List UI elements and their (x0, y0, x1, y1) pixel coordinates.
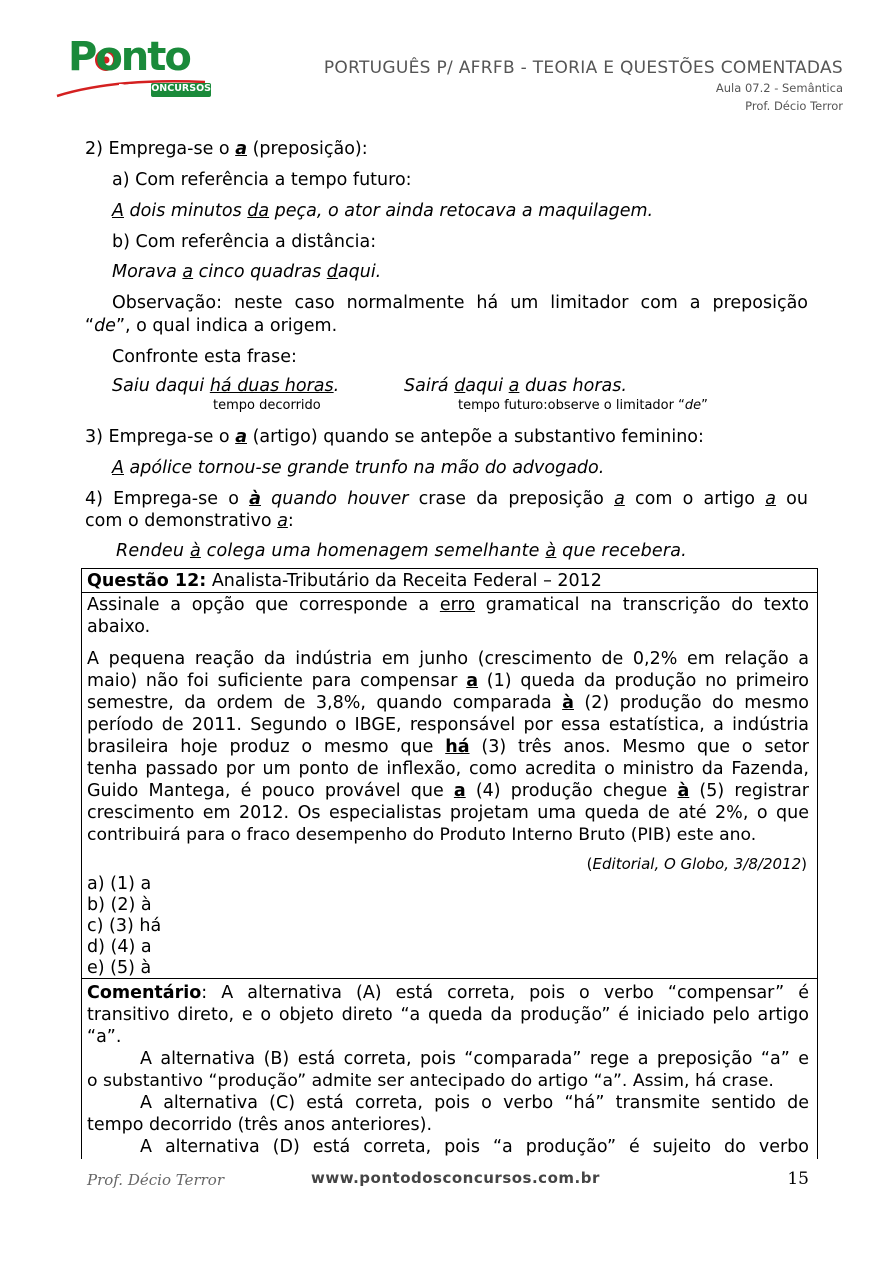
example-3b: Sairá daqui a duas horas. (404, 376, 627, 396)
question-title: Questão 12: Analista-Tributário da Receita Federal – 2012 (87, 571, 602, 591)
question-header-divider (81, 592, 818, 593)
citation: (Editorial, O Globo, 3/8/2012) (586, 855, 807, 873)
rule-3-heading: 3) Emprega-se o a (artigo) quando se antepõe a substantivo feminino: (85, 427, 704, 447)
passage-line: A pequena reação da indústria em junho (crescimento de 0,2% em relação a (87, 649, 809, 669)
rule-2a: a) Com referência a tempo futuro: (112, 170, 412, 190)
rule-2-heading: 2) Emprega-se o a (preposição): (85, 139, 368, 159)
comment-line: o substantivo “produção” admite ser antecipado do artigo “a”. Assim, há crase. (87, 1071, 774, 1091)
example-1: A dois minutos da peça, o ator ainda retocava a maquilagem. (112, 201, 654, 221)
example-3a-note: tempo decorrido (213, 398, 321, 413)
logo-word: Ponto (68, 34, 190, 80)
question-prompt-line-1: Assinale a opção que corresponde a erro gramatical na transcrição do texto (87, 595, 809, 615)
logo (55, 34, 215, 100)
passage-line: Guido Mantega, é pouco provável que a (4) produção chegue à (5) registrar (87, 781, 809, 801)
passage-line: período de 2011. Segundo o IBGE, responsável por essa estatística, a indústria (87, 715, 809, 735)
observation-line-2: “de”, o qual indica a origem. (85, 316, 338, 336)
comment-line: Comentário: A alternativa (A) está correta, pois o verbo “compensar” é (87, 983, 809, 1003)
rule-2b: b) Com referência a distância: (112, 232, 377, 252)
passage-line: tenha passado por um ponto de inflexão, como acredita o ministro da Fazenda, (87, 759, 809, 779)
comment-line: A alternativa (D) está correta, pois “a produção” é sujeito do verbo (140, 1137, 809, 1157)
example-5: Rendeu à colega uma homenagem semelhante à que recebera. (116, 541, 687, 561)
passage-line: crescimento em 2012. Os especialistas projetam uma queda de até 2%, o que (87, 803, 809, 823)
passage-line: brasileira hoje produz o mesmo que há (3) três anos. Mesmo que o setor (87, 737, 810, 757)
header-professor: Prof. Décio Terror (745, 99, 843, 113)
passage-line: contribuirá para o fraco desempenho do Produto Interno Bruto (PIB) este ano. (87, 825, 757, 845)
footer-site[interactable]: www.pontodosconcursos.com.br (311, 1169, 600, 1187)
page-number: 15 (787, 1169, 809, 1189)
observation-line-1: Observação: neste caso normalmente há um limitador com a preposição (112, 293, 808, 313)
option-b[interactable]: b) (2) à (87, 895, 152, 915)
rule-4-line-1: 4) Emprega-se o à quando houver crase da preposição a com o artigo a ou (85, 489, 808, 509)
example-4: A apólice tornou-se grande trunfo na mão do advogado. (112, 458, 605, 478)
comment-line: A alternativa (B) está correta, pois “comparada” rege a preposição “a” e (140, 1049, 809, 1069)
example-2: Morava a cinco quadras daqui. (112, 262, 382, 282)
passage-line: maio) não foi suficiente para compensar a (1) queda da produção no primeiro (87, 671, 809, 691)
header-lesson: Aula 07.2 - Semântica (715, 81, 843, 95)
comment-line: transitivo direto, e o objeto direto “a queda da produção” é iniciado pelo artigo (87, 1005, 809, 1025)
header-title: PORTUGUÊS P/ AFRFB - TEORIA E QUESTÕES COMENTADAS (323, 58, 843, 78)
example-3b-note: tempo futuro:observe o limitador “de” (458, 398, 708, 413)
confronte: Confronte esta frase: (112, 347, 297, 367)
option-d[interactable]: d) (4) a (87, 937, 152, 957)
rule-4-line-2: com o demonstrativo a: (85, 511, 294, 531)
question-prompt-line-2: abaixo. (87, 617, 151, 637)
comment-line: tempo decorrido (três anos anteriores). (87, 1115, 433, 1135)
footer-author: Prof. Décio Terror (87, 1171, 225, 1189)
example-3a: Saiu daqui há duas horas. (112, 376, 340, 396)
option-c[interactable]: c) (3) há (87, 916, 162, 936)
option-e[interactable]: e) (5) à (87, 958, 152, 978)
passage-line: semestre, da ordem de 3,8%, quando comparada à (2) produção do mesmo (87, 693, 809, 713)
comment-line: “a”. (87, 1027, 122, 1047)
option-a[interactable]: a) (1) a (87, 874, 152, 894)
comment-line: A alternativa (C) está correta, pois o verbo “há” transmite sentido de (140, 1093, 809, 1113)
logo-subtitle: DOS CONCURSOS (118, 83, 211, 94)
comment-divider (81, 978, 818, 979)
